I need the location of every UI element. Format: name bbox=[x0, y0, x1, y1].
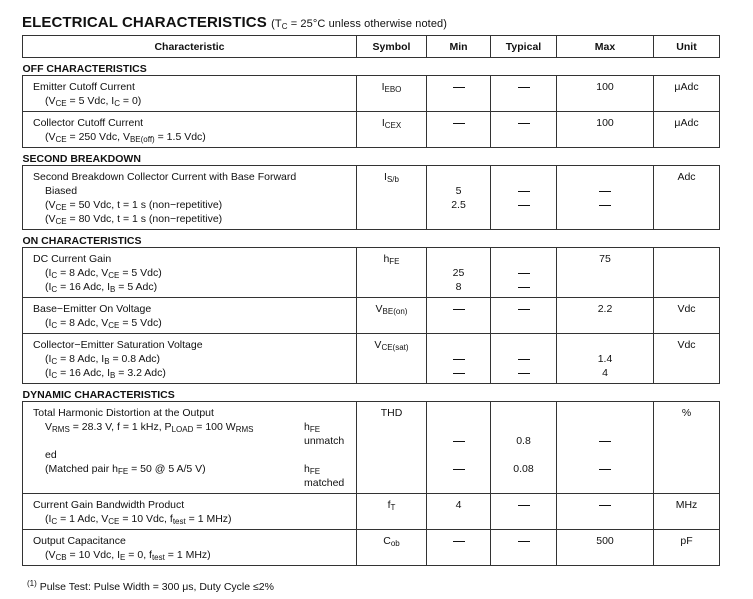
electrical-characteristics-table bbox=[22, 35, 720, 566]
header-symbol: Symbol bbox=[357, 36, 427, 58]
dash bbox=[518, 87, 530, 88]
header-unit: Unit bbox=[654, 36, 720, 58]
section-off: OFF CHARACTERISTICS bbox=[23, 58, 720, 76]
table-row: Current Gain Bandwidth Product ($I_C = 1$ Adc, $V_{CE} = 10$ Vdc, $f_{test} = 1$ MHz) $f_T$ 4 MHz bbox=[23, 494, 720, 530]
dash bbox=[453, 123, 465, 124]
header-min: Min bbox=[427, 36, 491, 58]
section-on: ON CHARACTERISTICS bbox=[23, 230, 720, 248]
table-row: Total Harmonic Distortion at the Output $V_{RMS} = 28.3$ V, f = 1 kHz, $P_{LOAD} = 100$ $W_{RMS}$ $h_{FE}$ unmatch ed (Matched pair $h_{FE} = 50$ @ 5 A/5 V) $h_{FE}$ matched THD 0.8 0.08 % bbox=[23, 402, 720, 494]
table-row: Output Capacitance ($V_{CB} = 10$ Vdc, $I_E = 0$, $f_{test} = 1$ MHz) $C_{ob}$ 500 pF bbox=[23, 530, 720, 566]
table-row: Base−Emitter On Voltage ($I_C = 8$ Adc, $V_{CE} = 5$ Vdc) $V_{BE(on)}$ 2.2 Vdc bbox=[23, 298, 720, 334]
table-row: Second Breakdown Collector Current with Base Forward Biased ($V_{CE} = 50$ Vdc, t = 1 s (non−repetitive) ($V_{CE} = 80$ Vdc, t = 1 s (non−repetitive) $I_{S/b}$ 5 2.5 Adc bbox=[23, 166, 720, 230]
page-title bbox=[22, 14, 447, 31]
footnote: $^{(1)}$ Pulse Test: Pulse Width = 300 μs, Duty Cycle ≤2% bbox=[27, 579, 274, 593]
header-max: Max bbox=[557, 36, 654, 58]
header-row bbox=[23, 36, 720, 58]
table-row: DC Current Gain ($I_C = 8$ Adc, $V_{CE} = 5$ Vdc) ($I_C = 16$ Adc, $I_B = 5$ Adc) $h_{FE}$ 25 8 75 bbox=[23, 248, 720, 298]
header-characteristic: Characteristic bbox=[23, 36, 357, 58]
dash bbox=[518, 123, 530, 124]
section-second-breakdown: SECOND BREAKDOWN bbox=[23, 148, 720, 166]
section-dynamic: DYNAMIC CHARACTERISTICS bbox=[23, 384, 720, 402]
title-condition: ($T_C = 25^\circ C$ unless otherwise noted) bbox=[271, 18, 448, 31]
table-row: Collector Cutoff Current ($V_{CE} = 250$ Vdc, $V_{BE(off)} = 1.5$ Vdc) $I_{CEX}$ 100 μAdc bbox=[23, 112, 720, 148]
table-row: Collector−Emitter Saturation Voltage ($I_C = 8$ Adc, $I_B = 0.8$ Adc) ($I_C = 16$ Adc, $I_B = 3.2$ Adc) $V_{CE(sat)}$ 1.4 4 Vdc bbox=[23, 334, 720, 384]
dash bbox=[453, 87, 465, 88]
title-main: ELECTRICAL CHARACTERISTICS bbox=[22, 14, 267, 31]
header-typical: Typical bbox=[491, 36, 557, 58]
table-row: Emitter Cutoff Current ($V_{CE} = 5$ Vdc, $I_C = 0$) $I_{EBO}$ 100 μAdc bbox=[23, 76, 720, 112]
